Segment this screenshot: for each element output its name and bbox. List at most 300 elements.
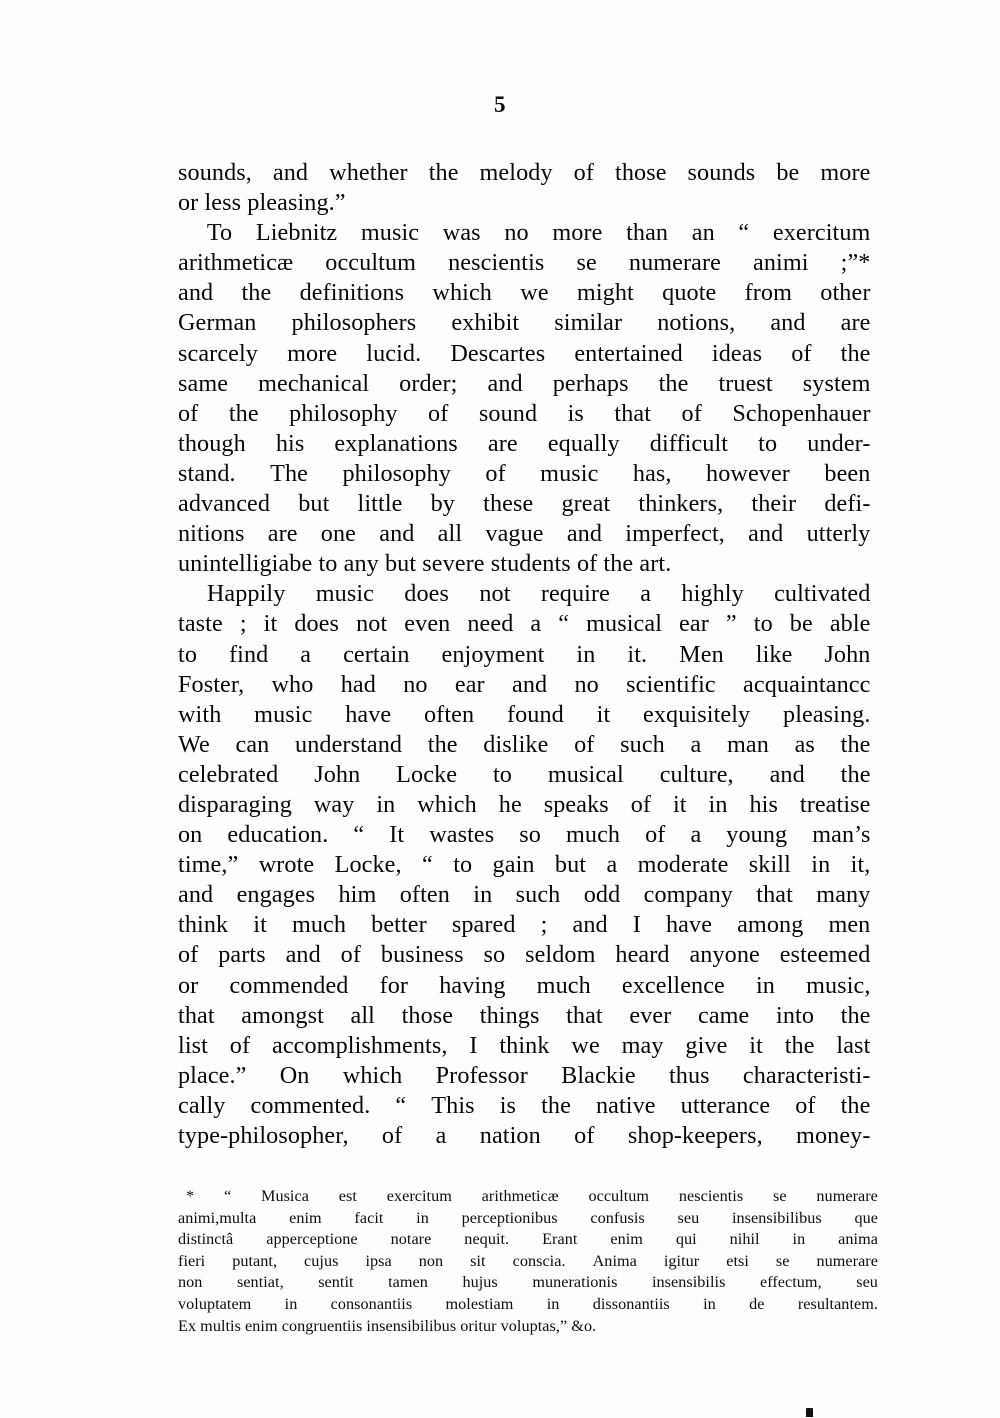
word: as bbox=[794, 730, 815, 758]
word: difficult bbox=[649, 429, 729, 457]
word: seu bbox=[677, 1208, 700, 1227]
word: music bbox=[254, 700, 313, 728]
word: nescientis bbox=[448, 249, 545, 277]
word: in bbox=[416, 1208, 429, 1227]
word: and bbox=[379, 520, 415, 548]
word: distinctâ bbox=[178, 1230, 234, 1249]
word: and bbox=[511, 670, 548, 698]
word: sounds bbox=[687, 159, 756, 186]
word: numerare bbox=[816, 1187, 878, 1205]
word: exercitum bbox=[386, 1187, 452, 1205]
word: ipsa bbox=[365, 1251, 392, 1270]
word: Liebnitz bbox=[255, 219, 338, 247]
word: a bbox=[300, 640, 312, 668]
page-number: 5 bbox=[494, 92, 506, 117]
word: equally bbox=[547, 429, 620, 457]
word: nescientis bbox=[678, 1187, 744, 1205]
word: it bbox=[596, 700, 611, 728]
word: from bbox=[744, 279, 793, 307]
word: Schopenhauer bbox=[732, 399, 871, 427]
word: wrote bbox=[258, 851, 315, 879]
word: scientific bbox=[626, 670, 716, 698]
word: the bbox=[840, 730, 871, 758]
word: all bbox=[350, 1001, 375, 1029]
word: him bbox=[338, 881, 377, 909]
word: of bbox=[791, 339, 812, 367]
word: Professor bbox=[435, 1061, 528, 1089]
word: perceptionibus bbox=[461, 1208, 558, 1227]
text-line bbox=[178, 489, 871, 519]
word: This bbox=[431, 1091, 475, 1119]
word: of bbox=[630, 790, 652, 818]
word: it bbox=[253, 911, 267, 939]
word: sentit bbox=[318, 1273, 354, 1292]
word: anyone bbox=[689, 941, 760, 969]
word: utterance bbox=[680, 1091, 771, 1119]
word: of bbox=[381, 1122, 403, 1149]
word: so bbox=[519, 821, 541, 849]
word: a bbox=[690, 821, 702, 849]
word: it bbox=[749, 1031, 763, 1059]
word: tamen bbox=[388, 1273, 428, 1292]
word: under- bbox=[807, 429, 871, 457]
word: Erant bbox=[542, 1230, 578, 1249]
word: The bbox=[270, 459, 309, 487]
word: quote bbox=[662, 279, 717, 307]
text-line bbox=[178, 158, 871, 188]
word: last bbox=[836, 1031, 871, 1059]
word: gain bbox=[492, 851, 535, 879]
word: skill bbox=[748, 851, 791, 879]
word: understand bbox=[295, 730, 403, 758]
word: I bbox=[632, 911, 641, 939]
word: to bbox=[453, 851, 473, 879]
word: the bbox=[840, 1091, 871, 1119]
word: better bbox=[371, 911, 427, 939]
word: treatise bbox=[799, 790, 871, 818]
word: occultum bbox=[588, 1187, 650, 1205]
word: which bbox=[432, 279, 492, 307]
word: be bbox=[789, 610, 813, 638]
word: by bbox=[430, 490, 455, 518]
word: things bbox=[479, 1001, 540, 1029]
word: On bbox=[279, 1061, 310, 1089]
word: much bbox=[536, 971, 591, 999]
word: consonantiis bbox=[330, 1294, 413, 1313]
word: anima bbox=[838, 1230, 878, 1249]
word: ; bbox=[239, 610, 247, 638]
word: similar bbox=[554, 309, 623, 337]
word: To bbox=[206, 219, 233, 247]
word: and bbox=[272, 159, 309, 186]
word: advanced bbox=[178, 490, 271, 518]
word: has, bbox=[632, 459, 672, 487]
word: of bbox=[178, 399, 199, 427]
word: exercitum bbox=[772, 219, 871, 247]
word: of bbox=[340, 941, 362, 969]
word: perhaps bbox=[552, 369, 629, 397]
word: and bbox=[770, 309, 806, 337]
word: enim bbox=[289, 1208, 322, 1227]
word: imperfect, bbox=[625, 520, 725, 548]
word: sound bbox=[478, 399, 538, 427]
word: their bbox=[751, 490, 797, 518]
word: philosophers bbox=[291, 309, 417, 337]
word: philosophy bbox=[342, 459, 451, 487]
word: It bbox=[389, 821, 405, 849]
word: however bbox=[706, 459, 790, 487]
word: who bbox=[271, 670, 314, 698]
word: ear bbox=[679, 610, 709, 638]
word: ear bbox=[454, 670, 485, 698]
word: putant, bbox=[232, 1251, 278, 1270]
paragraph bbox=[178, 218, 874, 579]
word: parts bbox=[218, 941, 266, 969]
word: wastes bbox=[429, 821, 495, 849]
word: molestiam bbox=[445, 1294, 514, 1313]
text-line bbox=[178, 910, 871, 940]
word: cujus bbox=[304, 1251, 339, 1270]
word: engages bbox=[236, 881, 316, 909]
word: sounds, bbox=[178, 159, 252, 186]
text-line bbox=[178, 218, 871, 248]
word: it, bbox=[850, 851, 871, 879]
word: non bbox=[418, 1251, 444, 1270]
word: qui bbox=[675, 1230, 697, 1249]
word: not bbox=[479, 580, 511, 608]
word: to bbox=[753, 610, 773, 638]
word: his bbox=[749, 790, 778, 818]
word: confusis bbox=[590, 1208, 645, 1227]
word: the bbox=[658, 369, 689, 397]
word: that bbox=[566, 1001, 603, 1029]
page-edge-artifact bbox=[806, 1408, 813, 1417]
word: in bbox=[708, 790, 728, 818]
word: are bbox=[840, 309, 871, 337]
word: all bbox=[437, 520, 463, 548]
word: list bbox=[178, 1031, 208, 1059]
word: think bbox=[499, 1031, 550, 1059]
word: great bbox=[561, 490, 611, 518]
text-line bbox=[178, 399, 871, 429]
word: that bbox=[756, 881, 793, 909]
body-text-column bbox=[178, 158, 874, 1151]
text-line bbox=[178, 1091, 871, 1121]
word: in bbox=[811, 851, 831, 879]
word: among bbox=[737, 911, 804, 939]
word: scarcely bbox=[178, 339, 258, 367]
word: we bbox=[520, 279, 549, 307]
text-line bbox=[178, 519, 871, 549]
word: the bbox=[840, 760, 871, 788]
word: no bbox=[403, 670, 428, 698]
word: music bbox=[315, 580, 374, 608]
word: defi- bbox=[824, 490, 871, 518]
text-line bbox=[178, 308, 871, 338]
word: into bbox=[776, 1001, 815, 1029]
word: so bbox=[483, 941, 506, 969]
word: we bbox=[571, 1031, 600, 1059]
text-line bbox=[178, 1294, 878, 1316]
word: to bbox=[178, 640, 198, 668]
word: man bbox=[727, 730, 769, 758]
word: Locke bbox=[396, 760, 458, 788]
word: it bbox=[263, 610, 278, 638]
word: ever bbox=[629, 1001, 672, 1029]
word: but bbox=[298, 490, 330, 518]
word: or bbox=[178, 971, 199, 999]
word: ideas bbox=[711, 339, 763, 367]
word: often bbox=[399, 881, 450, 909]
word: Men bbox=[679, 640, 724, 668]
word: moderate bbox=[637, 851, 729, 879]
text-line bbox=[178, 459, 871, 489]
word: in bbox=[284, 1294, 298, 1313]
word: a bbox=[435, 1122, 447, 1149]
word: the bbox=[428, 159, 459, 186]
word: and bbox=[178, 279, 214, 307]
word: culture, bbox=[659, 760, 734, 788]
word: in bbox=[376, 790, 396, 818]
word: se bbox=[773, 1187, 787, 1205]
word: the bbox=[840, 1001, 871, 1029]
word: “ bbox=[395, 1091, 407, 1119]
word: acquaintancc bbox=[743, 670, 871, 698]
word: esteemed bbox=[779, 941, 871, 969]
word: and bbox=[566, 520, 603, 548]
word: he bbox=[498, 790, 522, 818]
word: insensibilis bbox=[651, 1273, 726, 1292]
word: and bbox=[487, 369, 523, 397]
word: like bbox=[755, 640, 793, 668]
word: of bbox=[229, 1031, 251, 1059]
word: exquisitely bbox=[643, 700, 751, 728]
word: on bbox=[178, 821, 203, 849]
word: thus bbox=[668, 1061, 710, 1089]
word: the bbox=[228, 399, 259, 427]
word: etsi bbox=[726, 1251, 749, 1270]
word: young bbox=[726, 821, 788, 849]
text-line bbox=[178, 1031, 871, 1061]
word: find bbox=[228, 640, 269, 668]
word: odd bbox=[583, 881, 621, 909]
word: enim bbox=[610, 1230, 643, 1249]
word: munerationis bbox=[532, 1273, 618, 1292]
word: melody bbox=[479, 159, 553, 186]
word: more bbox=[820, 159, 871, 186]
word: disparaging bbox=[178, 790, 292, 818]
word: require bbox=[540, 580, 610, 608]
word: insensibilibus bbox=[731, 1208, 822, 1227]
text-line bbox=[178, 1001, 871, 1031]
paragraph bbox=[178, 158, 874, 218]
text-line bbox=[178, 609, 871, 639]
word: commended bbox=[229, 971, 349, 999]
word: time,” bbox=[178, 851, 239, 879]
word: arithmeticæ bbox=[481, 1187, 559, 1205]
text-line bbox=[178, 278, 871, 308]
word: music, bbox=[806, 971, 871, 999]
word: education. bbox=[227, 821, 329, 849]
word: shop-keepers, bbox=[627, 1122, 763, 1149]
word: the bbox=[541, 1091, 571, 1119]
word: notions, bbox=[657, 309, 736, 337]
word: nation bbox=[479, 1122, 541, 1149]
word: a bbox=[640, 580, 652, 608]
word: a bbox=[530, 610, 542, 638]
text-line bbox=[178, 579, 871, 609]
word: of bbox=[795, 1091, 816, 1119]
word: amongst bbox=[241, 1001, 324, 1029]
word: may bbox=[621, 1031, 664, 1059]
word: musical bbox=[586, 610, 663, 638]
word: have bbox=[345, 700, 392, 728]
word: with bbox=[178, 700, 222, 728]
word: of bbox=[574, 730, 595, 758]
word: for bbox=[379, 971, 409, 999]
word: is bbox=[567, 399, 584, 427]
word: pleasing. bbox=[783, 700, 871, 728]
word: a bbox=[606, 851, 618, 879]
text-line bbox=[178, 1229, 878, 1251]
word: and bbox=[572, 911, 608, 939]
word: is bbox=[499, 1091, 517, 1119]
word: nitions bbox=[178, 520, 245, 548]
text-line: Ex multis enim congruentiis insensibilibus oritur voluptas,” &o. bbox=[178, 1316, 597, 1335]
word: even bbox=[404, 610, 451, 638]
word: have bbox=[665, 911, 713, 939]
word: Anima bbox=[592, 1251, 637, 1270]
word: German bbox=[178, 309, 257, 337]
word: much bbox=[565, 821, 621, 849]
word: commented. bbox=[250, 1091, 371, 1119]
word: “ bbox=[738, 219, 750, 247]
word: in bbox=[755, 971, 775, 999]
text-line bbox=[178, 820, 871, 850]
word: nihil bbox=[729, 1230, 760, 1249]
word: que bbox=[854, 1208, 878, 1227]
word: men bbox=[828, 911, 871, 939]
word: in bbox=[576, 640, 596, 668]
word: are bbox=[267, 520, 298, 548]
text-line bbox=[178, 940, 871, 970]
word: same bbox=[178, 369, 229, 397]
text-line bbox=[178, 640, 871, 670]
word: native bbox=[595, 1091, 656, 1119]
word: to bbox=[758, 429, 778, 457]
word: can bbox=[235, 730, 270, 758]
word: are bbox=[487, 429, 518, 457]
word: nequit. bbox=[464, 1230, 510, 1249]
word: taste bbox=[178, 610, 223, 638]
text-line bbox=[178, 1251, 878, 1273]
text-line bbox=[178, 1121, 871, 1151]
text-line bbox=[178, 760, 871, 790]
word: a bbox=[690, 730, 702, 758]
word: dissonantiis bbox=[592, 1294, 670, 1313]
word: those bbox=[401, 1001, 454, 1029]
word: hujus bbox=[462, 1273, 498, 1292]
word: the bbox=[784, 1031, 815, 1059]
text-line bbox=[178, 248, 871, 278]
word: facit bbox=[354, 1208, 384, 1227]
word: speaks bbox=[543, 790, 609, 818]
word: spared bbox=[451, 911, 516, 939]
word: way bbox=[313, 790, 355, 818]
word: be bbox=[776, 159, 800, 186]
word: need bbox=[467, 610, 514, 638]
word: characteristi- bbox=[742, 1061, 871, 1089]
text-line bbox=[178, 1272, 878, 1294]
word: whether bbox=[329, 159, 408, 186]
word: voluptatem bbox=[178, 1294, 252, 1313]
word: “ bbox=[223, 1187, 232, 1205]
text-line bbox=[178, 670, 871, 700]
word: to bbox=[492, 760, 513, 788]
word: much bbox=[291, 911, 347, 939]
word: conscia. bbox=[512, 1251, 566, 1270]
word: an bbox=[691, 219, 715, 247]
word: explanations bbox=[334, 429, 458, 457]
word: of bbox=[681, 399, 702, 427]
word: certain bbox=[343, 640, 410, 668]
word: having bbox=[439, 971, 506, 999]
word: business bbox=[380, 941, 464, 969]
word: other bbox=[820, 279, 871, 307]
word: the bbox=[241, 279, 272, 307]
word: excellence bbox=[621, 971, 725, 999]
word: “ bbox=[353, 821, 365, 849]
word: resultantem. bbox=[797, 1294, 878, 1313]
word: entertained bbox=[574, 339, 683, 367]
word: system bbox=[802, 369, 871, 397]
word: Locke, bbox=[334, 851, 402, 879]
text-line bbox=[178, 730, 871, 760]
word: John bbox=[314, 760, 361, 788]
word: accomplishments, bbox=[271, 1031, 448, 1059]
word: and bbox=[285, 941, 321, 969]
word: philosophy bbox=[289, 399, 398, 427]
word: ; bbox=[540, 911, 548, 939]
word: of bbox=[485, 459, 506, 487]
word: it bbox=[672, 790, 687, 818]
word: arithmeticæ bbox=[178, 249, 294, 277]
word: John bbox=[824, 640, 871, 668]
footnote-block bbox=[178, 1186, 878, 1337]
word: enjoyment bbox=[441, 640, 545, 668]
word: that bbox=[178, 1001, 215, 1029]
text-line bbox=[178, 850, 871, 880]
word: occultum bbox=[325, 249, 417, 277]
word: Happily bbox=[206, 580, 286, 608]
word: than bbox=[626, 219, 669, 247]
word: of bbox=[178, 941, 199, 969]
word: no bbox=[574, 670, 599, 698]
word: truest bbox=[718, 369, 773, 397]
word: music bbox=[540, 459, 599, 487]
word: came bbox=[697, 1001, 750, 1029]
word: in bbox=[473, 881, 493, 909]
word: not bbox=[356, 610, 388, 638]
word: apperceptione bbox=[266, 1230, 358, 1249]
word: such bbox=[620, 730, 665, 758]
word: dislike bbox=[483, 730, 549, 758]
text-line bbox=[178, 1061, 871, 1091]
word: “ bbox=[558, 610, 570, 638]
word: no bbox=[504, 219, 529, 247]
word: of bbox=[645, 821, 666, 849]
word: found bbox=[506, 700, 564, 728]
